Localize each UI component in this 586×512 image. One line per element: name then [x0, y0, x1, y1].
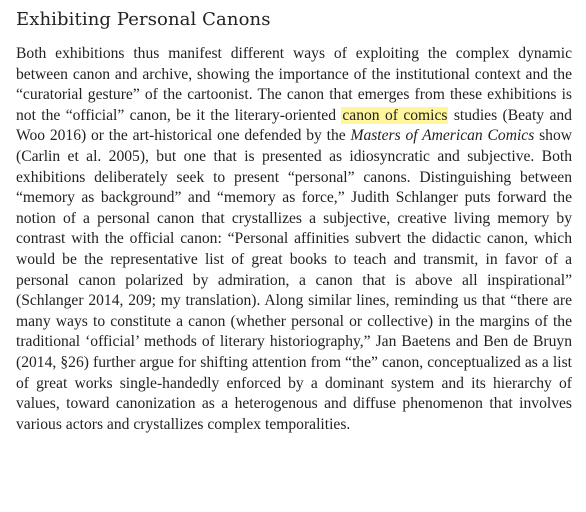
paragraph-text-part-1: Both exhibitions thus manifest different ways of exploiting the complex dynamic between canon and archive, showing the importance of the institutional context and the “curatorial gesture” of the cartoonist. The canon that emerges from these exhibitions is not the “official” canon, be it the literary-oriented — [16, 45, 572, 124]
section-title: Exhibiting Personal Canons — [16, 9, 271, 30]
highlighted-phrase[interactable]: canon of comics — [342, 106, 448, 124]
body-paragraph — [16, 44, 572, 435]
paragraph-text-part-2: studies (Beaty and Woo 2016) or the art-historical one defended by the — [16, 106, 572, 145]
document-page — [16, 8, 572, 435]
paragraph-text-part-3: show (Carlin et al. 2005), but one that is presented as idiosyncratic and subjective. Both exhibitions deliberately seek to present “personal” canons. Distinguishing between “memory as background” and “memory as force,” Judith Schlanger puts forward the notion of a personal canon that crystallizes a subjective, creative living memory by contrast with the official canon: “Personal affinities subvert the didactic canon, which would be the representative list of great books to teach and transmit, in favor of a personal canon polarized by admiration, a canon that is above all inspirational” (Schlanger 2014, 209; my translation). Along similar lines, reminding us that “there are many ways to constitute a canon (whether personal or collective) in the margins of the traditional ‘official’ methods of literary historiography,” Jan Baetens and Ben de Bruyn (2014, §26) further argue for shifting attention from “the” canon, conceptualized as a list of great works single-handedly enforced by a dominant system and its hierarchy of values, toward canonization as a heterogenous and diffuse phenomenon that involves various actors and crystallizes complex temporalities. — [16, 127, 572, 433]
italic-title: Masters of American Comics — [350, 127, 535, 145]
